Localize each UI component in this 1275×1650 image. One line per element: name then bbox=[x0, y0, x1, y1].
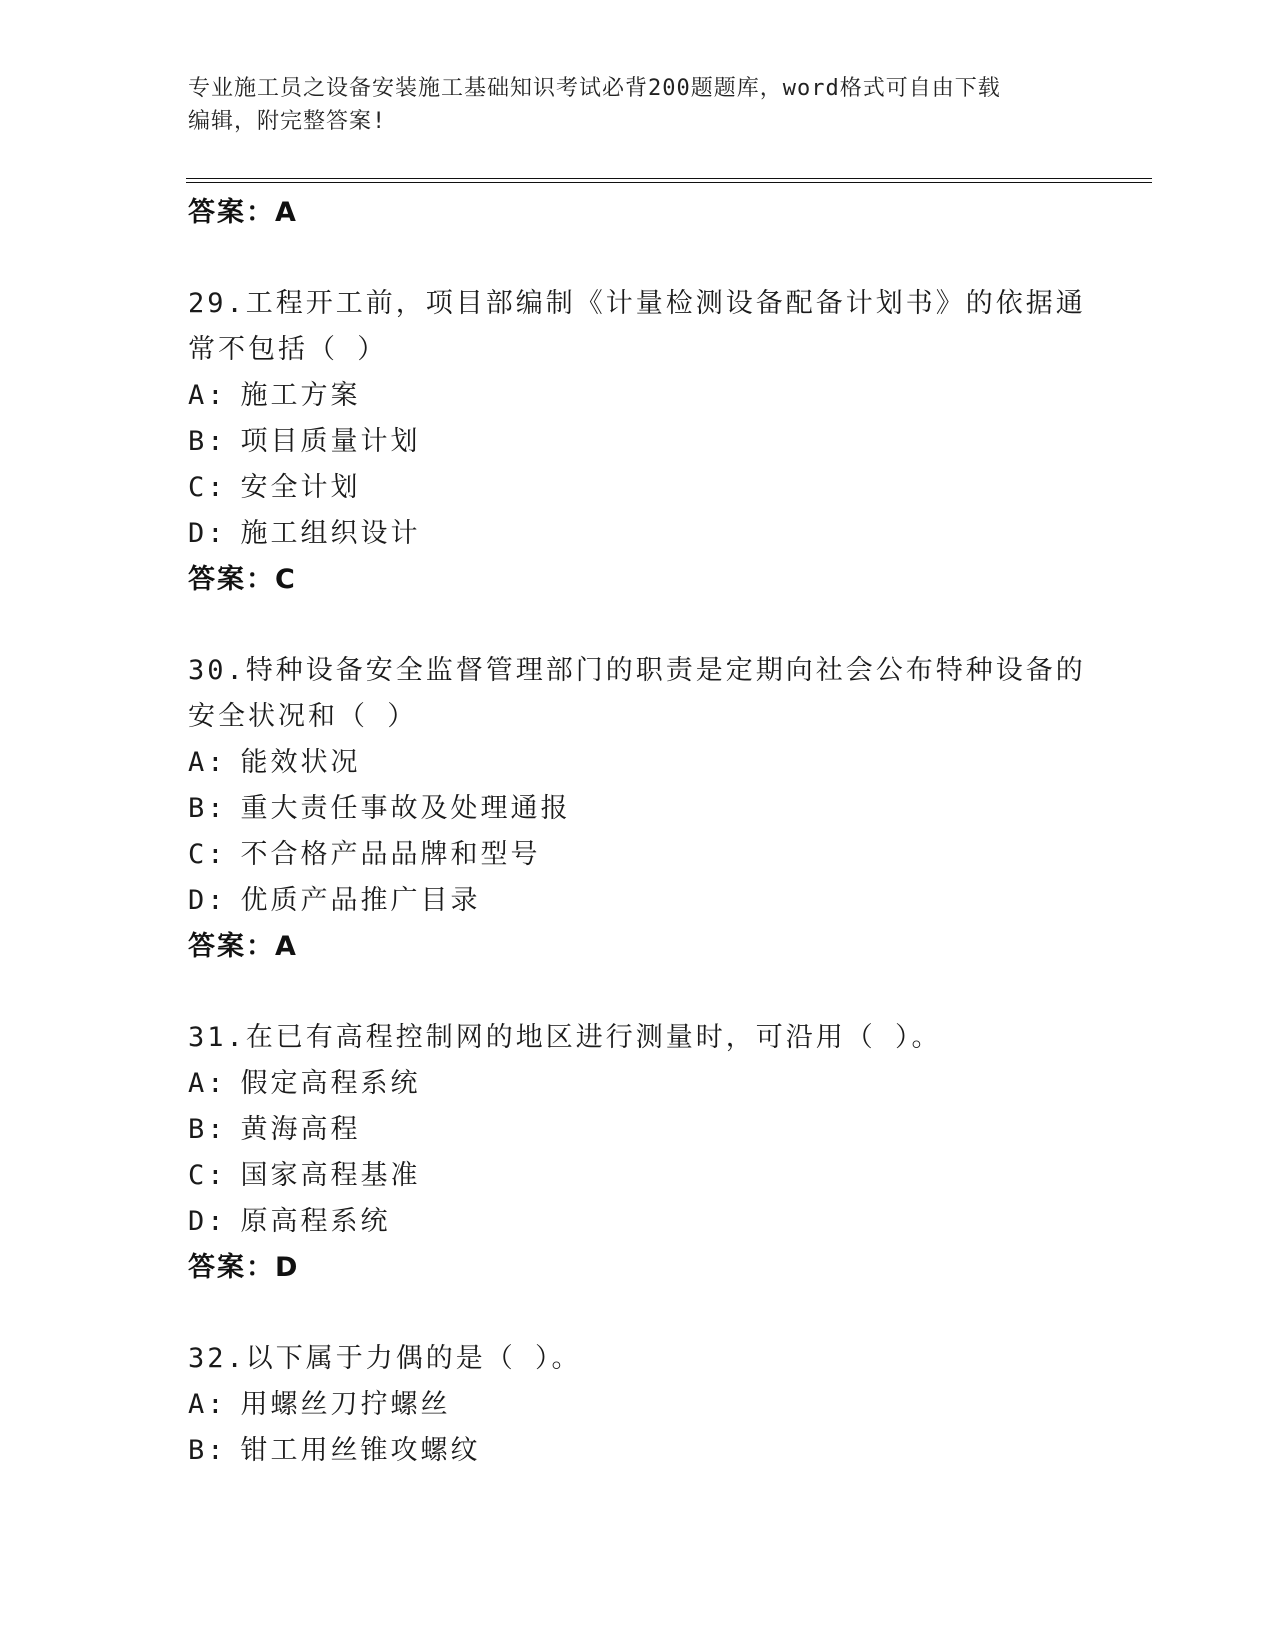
answer-value: D bbox=[275, 1252, 300, 1283]
header-title-line1: 专业施工员之设备安装施工基础知识考试必背200题题库，word格式可自由下载 bbox=[188, 76, 1001, 101]
option-letter: B: bbox=[188, 1114, 227, 1145]
question-30 bbox=[188, 648, 1088, 970]
option-c bbox=[188, 465, 1088, 511]
question-stem: 32.以下属于力偶的是（ ）。 bbox=[188, 1343, 582, 1374]
option-c bbox=[188, 832, 1088, 878]
answer-label: 答案： bbox=[188, 1252, 275, 1283]
question-list bbox=[188, 190, 1088, 1474]
answer-line bbox=[188, 924, 1088, 970]
answer-label: 答案： bbox=[188, 564, 275, 595]
answer-line bbox=[188, 557, 1088, 603]
option-text: 能效状况 bbox=[240, 747, 361, 778]
option-letter: B: bbox=[188, 1435, 227, 1466]
option-text: 施工组织设计 bbox=[240, 518, 421, 549]
option-letter: C: bbox=[188, 1160, 227, 1191]
option-text: 施工方案 bbox=[240, 380, 361, 411]
answer-label: 答案： bbox=[188, 197, 275, 228]
option-b bbox=[188, 1107, 1088, 1153]
option-letter: C: bbox=[188, 472, 227, 503]
answer-value: A bbox=[275, 931, 298, 962]
option-letter: A: bbox=[188, 747, 227, 778]
question-stem: 31.在已有高程控制网的地区进行测量时，可沿用（ ）。 bbox=[188, 1022, 942, 1053]
option-text: 假定高程系统 bbox=[240, 1068, 421, 1099]
option-letter: C: bbox=[188, 839, 227, 870]
option-text: 不合格产品品牌和型号 bbox=[240, 839, 541, 870]
option-text: 项目质量计划 bbox=[240, 426, 421, 457]
answer-label: 答案： bbox=[188, 931, 275, 962]
option-d bbox=[188, 511, 1088, 557]
option-text: 优质产品推广目录 bbox=[240, 885, 481, 916]
question-stem: 30.特种设备安全监督管理部门的职责是定期向社会公布特种设备的安全状况和（ ） bbox=[188, 655, 1086, 732]
option-c bbox=[188, 1153, 1088, 1199]
option-d bbox=[188, 1199, 1088, 1245]
option-d bbox=[188, 878, 1088, 924]
answer-value: A bbox=[275, 197, 298, 228]
option-letter: A: bbox=[188, 1389, 227, 1420]
option-b bbox=[188, 419, 1088, 465]
option-a bbox=[188, 1061, 1088, 1107]
option-text: 国家高程基准 bbox=[240, 1160, 421, 1191]
question-stem: 29.工程开工前，项目部编制《计量检测设备配备计划书》的依据通常不包括（ ） bbox=[188, 288, 1086, 365]
header-title-line2: 编辑，附完整答案! bbox=[188, 109, 387, 134]
option-letter: D: bbox=[188, 885, 227, 916]
option-text: 钳工用丝锥攻螺纹 bbox=[240, 1435, 481, 1466]
question-32 bbox=[188, 1336, 1088, 1474]
option-text: 用螺丝刀拧螺丝 bbox=[240, 1389, 451, 1420]
header-divider bbox=[186, 178, 1152, 183]
question-29 bbox=[188, 281, 1088, 603]
option-text: 原高程系统 bbox=[240, 1206, 391, 1237]
option-letter: A: bbox=[188, 1068, 227, 1099]
document-header bbox=[188, 72, 1068, 138]
option-letter: A: bbox=[188, 380, 227, 411]
option-b bbox=[188, 1428, 1088, 1474]
answer-line bbox=[188, 190, 1088, 236]
question-31 bbox=[188, 1015, 1088, 1291]
option-letter: D: bbox=[188, 518, 227, 549]
option-a bbox=[188, 740, 1088, 786]
answer-line bbox=[188, 1245, 1088, 1291]
option-letter: B: bbox=[188, 793, 227, 824]
option-a bbox=[188, 1382, 1088, 1428]
answer-value: C bbox=[275, 564, 297, 595]
option-text: 黄海高程 bbox=[240, 1114, 361, 1145]
option-a bbox=[188, 373, 1088, 419]
option-text: 重大责任事故及处理通报 bbox=[240, 793, 571, 824]
option-text: 安全计划 bbox=[240, 472, 361, 503]
option-b bbox=[188, 786, 1088, 832]
option-letter: B: bbox=[188, 426, 227, 457]
option-letter: D: bbox=[188, 1206, 227, 1237]
